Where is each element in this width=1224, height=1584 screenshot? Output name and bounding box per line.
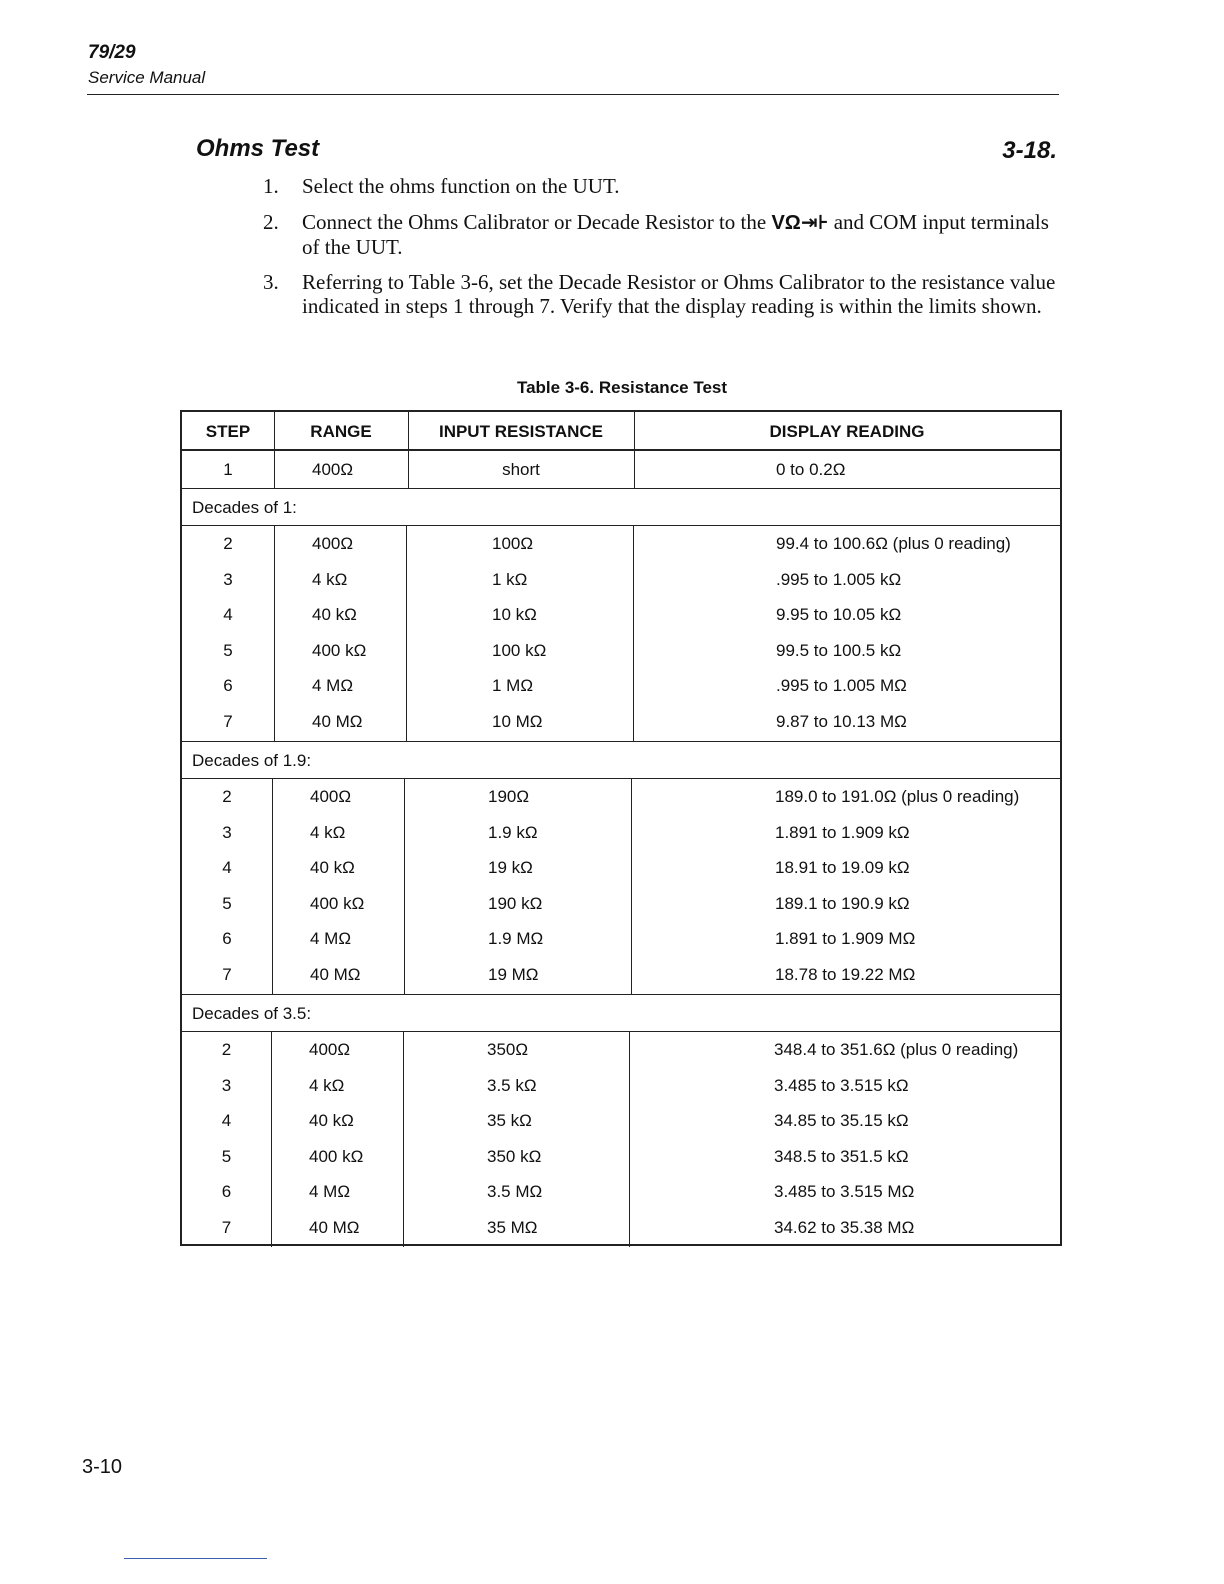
cell-input-resistance: 190Ω (488, 787, 530, 806)
cell-step: 4 (221, 1111, 232, 1130)
table-column-rule (629, 1031, 630, 1247)
group-label: Decades of 3.5: (192, 1004, 312, 1023)
table-rule (182, 449, 1060, 451)
cell-step: 1 (223, 460, 233, 479)
step-text-after: and COM input terminals of the UUT. (302, 210, 1049, 259)
table-column-rule (271, 1031, 272, 1247)
cell-input-resistance: 10 MΩ (492, 712, 543, 731)
cell-input-resistance: 350Ω (487, 1040, 529, 1059)
document-model: 79/29 (88, 42, 136, 63)
cell-display-reading: 3.485 to 3.515 MΩ (774, 1182, 915, 1201)
step-text: Referring to Table 3-6, set the Decade Resistor or Ohms Calibrator to the resistance value indicated in steps 1 through 7. Verify that the display reading is within the limits shown. (302, 270, 1056, 318)
cell-display-reading: .995 to 1.005 kΩ (776, 570, 902, 589)
cell-input-resistance: 35 kΩ (487, 1111, 532, 1130)
cell-range: 400 kΩ (312, 641, 367, 660)
cell-input-resistance: 350 kΩ (487, 1147, 542, 1166)
table-column-rule (403, 1031, 404, 1247)
cell-step: 7 (221, 1218, 232, 1237)
cell-display-reading: 9.95 to 10.05 kΩ (776, 605, 902, 624)
cell-range: 400Ω (312, 534, 354, 553)
table-rule (182, 994, 1060, 995)
cell-display-reading: 348.5 to 351.5 kΩ (774, 1147, 909, 1166)
table-column-rule (404, 778, 405, 994)
table-rule (182, 741, 1060, 742)
cell-range: 400Ω (309, 1040, 351, 1059)
cell-range: 4 MΩ (309, 1182, 351, 1201)
table-column-rule (272, 778, 273, 994)
cell-input-resistance: 1 kΩ (492, 570, 528, 589)
cell-range: 40 MΩ (312, 712, 363, 731)
cell-display-reading: 189.0 to 191.0Ω (plus 0 reading) (775, 787, 1020, 806)
step-text: Select the ohms function on the UUT. (302, 174, 620, 198)
page-number: 3-10 (82, 1456, 123, 1478)
cell-display-reading: 18.91 to 19.09 kΩ (775, 858, 910, 877)
step-text (302, 210, 1062, 259)
step-text-before: Connect the Ohms Calibrator or Decade Resistor to the (302, 210, 767, 234)
cell-range: 4 kΩ (310, 823, 346, 842)
cell-range: 4 MΩ (310, 929, 352, 948)
table-column-rule (633, 525, 634, 741)
step-number: 3. (263, 270, 279, 294)
document-manual-title: Service Manual (88, 68, 206, 87)
cell-input-resistance: 10 kΩ (492, 605, 537, 624)
cell-input-resistance: 19 MΩ (488, 965, 539, 984)
header-divider (87, 94, 1059, 95)
cell-display-reading: .995 to 1.005 MΩ (776, 676, 907, 695)
cell-step: 3 (221, 1076, 232, 1095)
table-rule (182, 1031, 1060, 1032)
cell-step: 6 (222, 929, 232, 948)
table-column-rule (406, 525, 407, 741)
cell-step: 4 (222, 858, 232, 877)
cell-step: 5 (223, 641, 233, 660)
cell-range: 40 MΩ (310, 965, 361, 984)
section-title: Ohms Test (196, 135, 320, 162)
cell-display-reading: 99.5 to 100.5 kΩ (776, 641, 902, 660)
cell-step: 6 (221, 1182, 232, 1201)
cell-display-reading: 348.4 to 351.6Ω (plus 0 reading) (774, 1040, 1019, 1059)
footer-link-underline (124, 1558, 267, 1559)
v-ohm-diode-terminal-symbol: VΩ⇥⊦ (771, 212, 829, 234)
cell-range: 40 MΩ (309, 1218, 360, 1237)
cell-step: 2 (222, 787, 232, 806)
cell-range: 4 kΩ (309, 1076, 345, 1095)
cell-display-reading: 99.4 to 100.6Ω (plus 0 reading) (776, 534, 1011, 553)
cell-input-resistance: 100Ω (492, 534, 534, 553)
cell-input-resistance: 3.5 kΩ (487, 1076, 537, 1095)
column-header-range: RANGE (310, 422, 372, 441)
table-rule (182, 488, 1060, 489)
cell-step: 7 (222, 965, 232, 984)
table-rule (182, 778, 1060, 779)
cell-step: 2 (221, 1040, 232, 1059)
cell-range: 4 kΩ (312, 570, 348, 589)
cell-input-resistance: 19 kΩ (488, 858, 533, 877)
cell-step: 3 (223, 570, 233, 589)
cell-display-reading: 18.78 to 19.22 MΩ (775, 965, 916, 984)
column-header-input-resistance: INPUT RESISTANCE (438, 422, 604, 441)
step-number: 2. (263, 210, 279, 234)
cell-step: 6 (223, 676, 233, 695)
cell-range: 400 kΩ (310, 894, 365, 913)
cell-display-reading: 0 to 0.2Ω (776, 460, 846, 479)
cell-step: 4 (223, 605, 233, 624)
cell-input-resistance: short (502, 460, 540, 479)
cell-range: 400 kΩ (309, 1147, 364, 1166)
table-column-rule (274, 525, 275, 741)
cell-range: 40 kΩ (310, 858, 355, 877)
cell-display-reading: 9.87 to 10.13 MΩ (776, 712, 907, 731)
resistance-test-table (180, 410, 1062, 1246)
cell-range: 4 MΩ (312, 676, 354, 695)
table-caption: Table 3-6. Resistance Test (516, 378, 728, 397)
cell-display-reading: 1.891 to 1.909 kΩ (775, 823, 910, 842)
cell-range: 400Ω (312, 460, 354, 479)
column-header-display-reading: DISPLAY READING (769, 422, 925, 441)
step-number: 1. (263, 174, 279, 198)
column-header-step: STEP (205, 422, 251, 441)
cell-input-resistance: 100 kΩ (492, 641, 547, 660)
cell-display-reading: 189.1 to 190.9 kΩ (775, 894, 910, 913)
cell-range: 40 kΩ (309, 1111, 354, 1130)
cell-display-reading: 3.485 to 3.515 kΩ (774, 1076, 909, 1095)
cell-display-reading: 34.85 to 35.15 kΩ (774, 1111, 909, 1130)
cell-input-resistance: 35 MΩ (487, 1218, 538, 1237)
cell-input-resistance: 1.9 kΩ (488, 823, 538, 842)
cell-input-resistance: 1 MΩ (492, 676, 534, 695)
cell-step: 5 (221, 1147, 232, 1166)
cell-step: 3 (222, 823, 232, 842)
cell-display-reading: 34.62 to 35.38 MΩ (774, 1218, 915, 1237)
cell-input-resistance: 1.9 MΩ (488, 929, 544, 948)
cell-range: 40 kΩ (312, 605, 357, 624)
cell-range: 400Ω (310, 787, 352, 806)
cell-step: 5 (222, 894, 232, 913)
group-label: Decades of 1.9: (192, 751, 312, 770)
section-number: 3-18. (1002, 137, 1057, 164)
cell-step: 2 (223, 534, 233, 553)
table-rule (182, 525, 1060, 526)
group-label: Decades of 1: (192, 498, 297, 517)
cell-input-resistance: 190 kΩ (488, 894, 543, 913)
table-column-rule (631, 778, 632, 994)
cell-display-reading: 1.891 to 1.909 MΩ (775, 929, 916, 948)
cell-step: 7 (223, 712, 233, 731)
cell-input-resistance: 3.5 MΩ (487, 1182, 543, 1201)
